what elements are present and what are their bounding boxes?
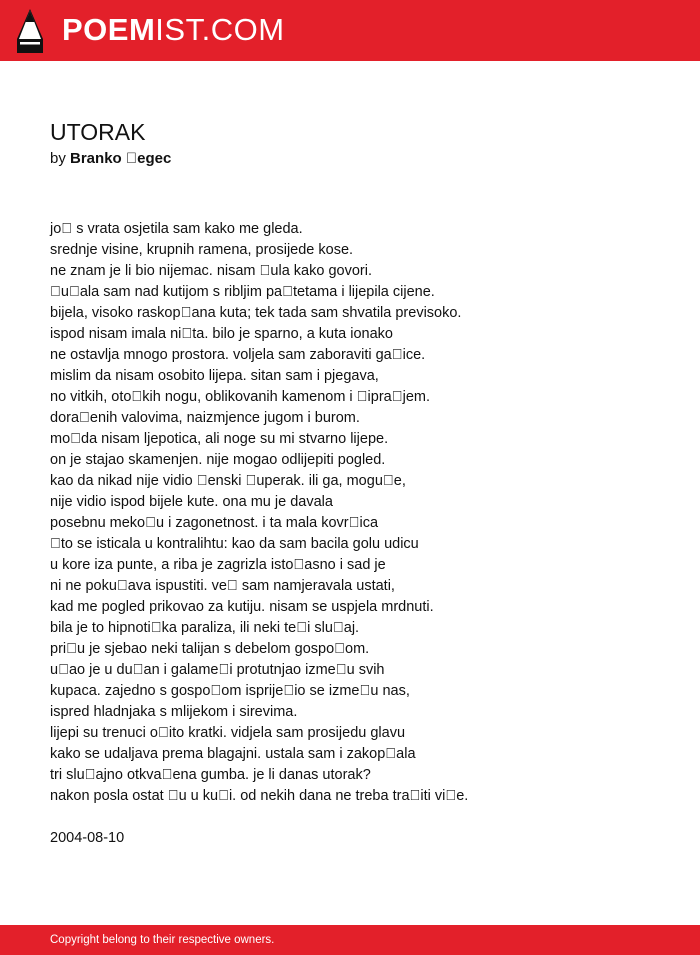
poem-line: bijela, visoko raskop ana kuta; tek tada sam shvatila previsoko.	[50, 305, 462, 321]
brand-bold: POEM	[62, 12, 156, 47]
poem-line: kako se udaljava prema blagajni. ustala sam i zakop ala	[50, 746, 416, 762]
byline	[50, 149, 171, 169]
pencil-icon	[17, 9, 43, 53]
poem-date: 2004-08-10	[50, 830, 125, 846]
author-name: Branko  egec	[70, 150, 172, 167]
poem-line: nije vidio ispod bijele kute. ona mu je davala	[50, 494, 333, 510]
poem-line: u ao je u du an i galame i protutnjao izme u svih	[50, 662, 385, 678]
site-footer	[0, 925, 700, 955]
poem-line: ni ne poku ava ispustiti. ve  sam namjeravala ustati,	[50, 578, 395, 594]
poem-line: ne znam je li bio nijemac. nisam  ula kako govori.	[50, 263, 372, 279]
poem-line: bila je to hipnoti ka paraliza, ili neki te i slu aj.	[50, 620, 360, 636]
poem-line:  to se isticala u kontralihtu: kao da sam bacila golu udicu	[50, 536, 419, 552]
by-prefix: by	[50, 150, 66, 167]
poem-line: posebnu meko u i zagonetnost. i ta mala kovr ica	[50, 515, 379, 531]
poem-line: jo  s vrata osjetila sam kako me gleda.	[50, 221, 303, 237]
poem-line: u kore iza punte, a riba je zagrizla isto asno i sad je	[50, 557, 386, 573]
poem-line: lijepi su trenuci o ito kratki. vidjela sam prosijedu glavu	[50, 725, 406, 741]
poem-line: tri slu ajno otkva ena gumba. je li danas utorak?	[50, 767, 371, 783]
brand-light: IST.COM	[155, 12, 285, 47]
poem-body	[50, 219, 670, 807]
copyright-text: Copyright belong to their respective owners.	[50, 934, 275, 946]
site-header	[0, 0, 700, 61]
poem-title: UTORAK	[50, 119, 146, 145]
poem-line: ne ostavlja mnogo prostora. voljela sam zaboraviti ga ice.	[50, 347, 426, 363]
poem-line: ispod nisam imala ni ta. bilo je sparno, a kuta ionako	[50, 326, 393, 342]
poem-line: kad me pogled prikovao za kutiju. nisam se uspjela mrdnuti.	[50, 599, 434, 615]
site-logo-text[interactable]	[62, 11, 285, 49]
poem-line: mo da nisam ljepotica, ali noge su mi stvarno lijepe.	[50, 431, 389, 447]
poem-line: on je stajao skamenjen. nije mogao odlijepiti pogled.	[50, 452, 386, 468]
poem-line: ispred hladnjaka s mlijekom i sirevima.	[50, 704, 298, 720]
poem-line:  u ala sam nad kutijom s ribljim pa tetama i lijepila cijene.	[50, 284, 435, 300]
poem-line: kao da nikad nije vidio  enski  uperak. ili ga, mogu e,	[50, 473, 406, 489]
poem-line: dora enih valovima, naizmjence jugom i burom.	[50, 410, 360, 426]
poem-line: kupaca. zajedno s gospo om isprije io se izme u nas,	[50, 683, 410, 699]
poem-line: nakon posla ostat  u u ku i. od nekih dana ne treba tra iti vi e.	[50, 788, 469, 804]
poem-line: mislim da nisam osobito lijepa. sitan sam i pjegava,	[50, 368, 379, 384]
poem-line: no vitkih, oto kih nogu, oblikovanih kamenom i  ipra jem.	[50, 389, 431, 405]
poem-line: srednje visine, krupnih ramena, prosijede kose.	[50, 242, 354, 258]
poem-line: pri u je sjebao neki talijan s debelom gospo om.	[50, 641, 370, 657]
